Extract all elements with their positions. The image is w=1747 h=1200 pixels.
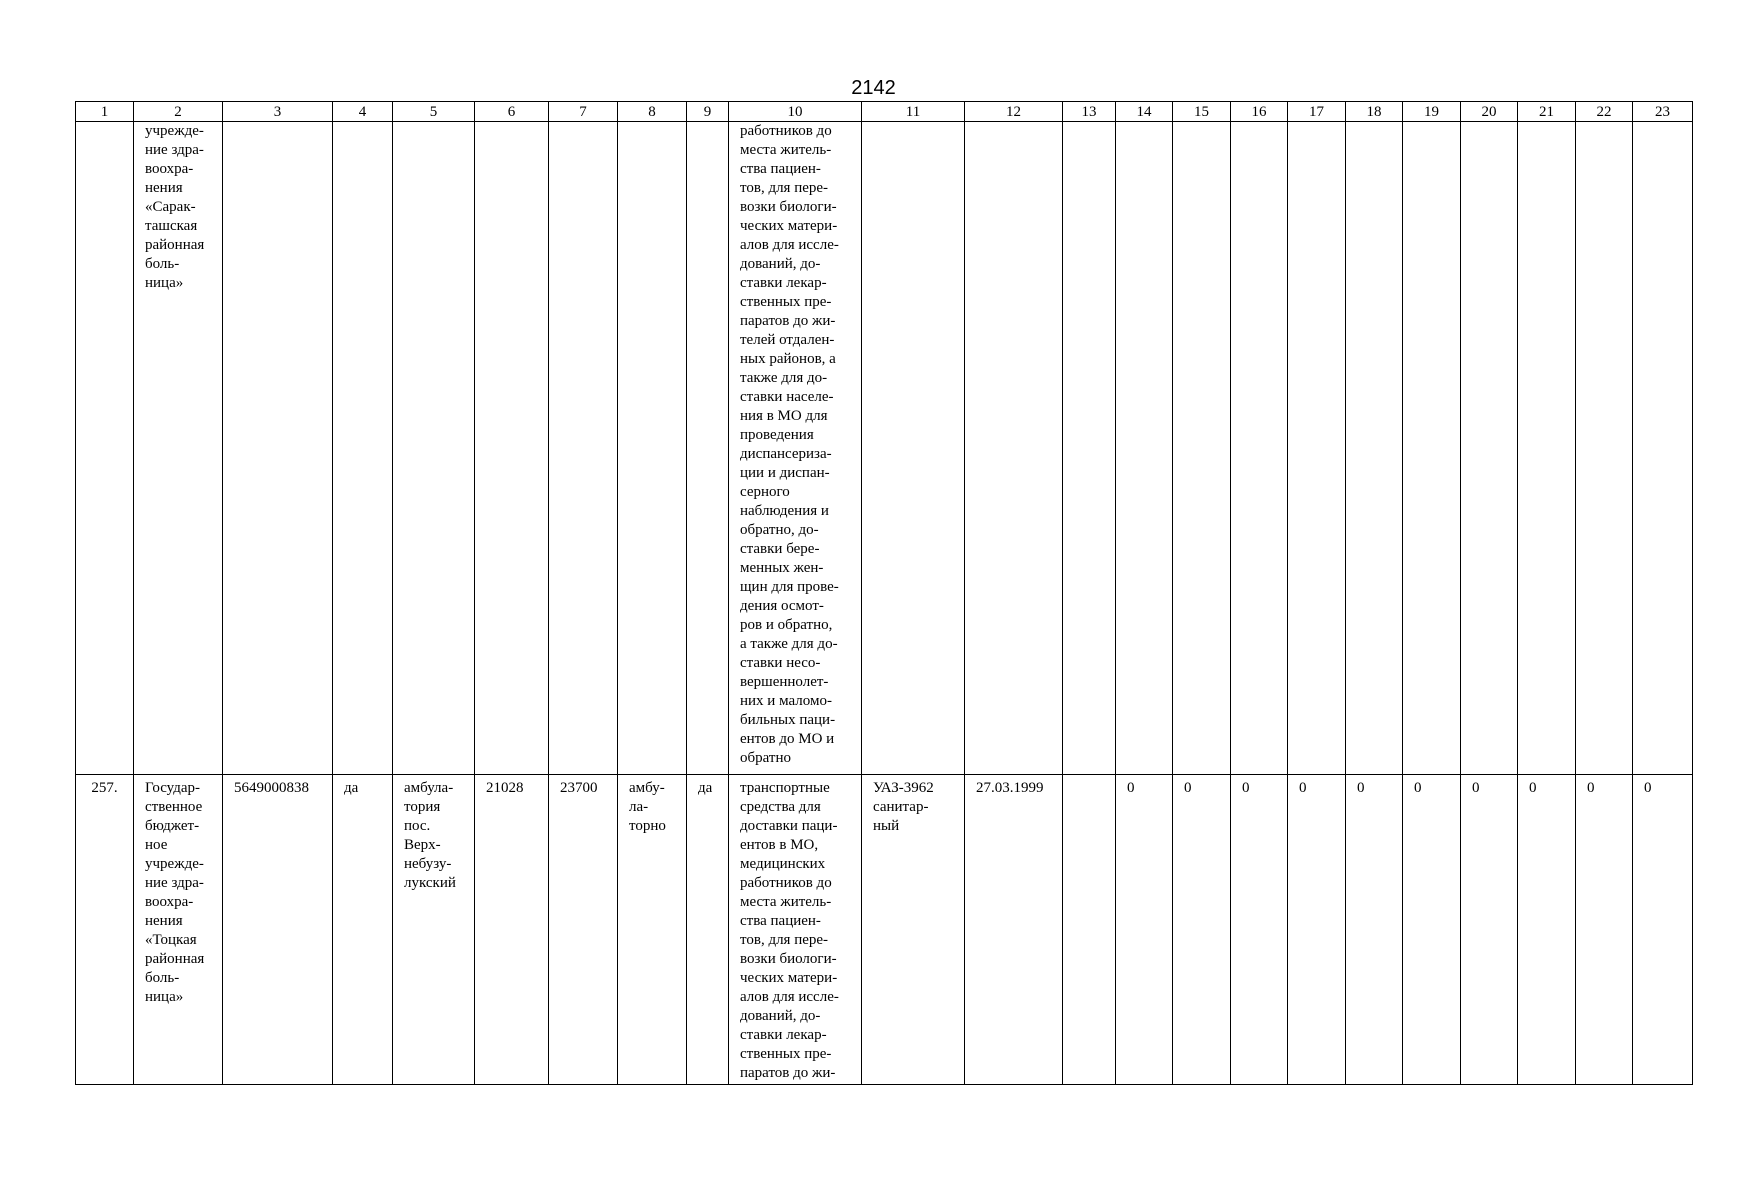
table-cell	[687, 122, 729, 775]
table-row	[76, 775, 1693, 1085]
table-cell	[1063, 122, 1116, 775]
column-header: 19	[1403, 102, 1461, 122]
table-cell: 21028	[475, 775, 549, 1085]
column-header: 14	[1116, 102, 1173, 122]
column-header: 1	[76, 102, 134, 122]
table-cell: 0	[1231, 775, 1288, 1085]
column-header: 5	[393, 102, 475, 122]
table-cell	[1518, 122, 1576, 775]
table-cell: 0	[1403, 775, 1461, 1085]
column-header: 6	[475, 102, 549, 122]
column-header: 2	[134, 102, 223, 122]
table-cell	[1403, 122, 1461, 775]
table-cell: УАЗ-3962 санитар- ный	[862, 775, 965, 1085]
registry-table	[75, 101, 1693, 1085]
header-row	[76, 102, 1693, 122]
column-header: 9	[687, 102, 729, 122]
row-number-cell: 257.	[76, 775, 134, 1085]
column-header: 16	[1231, 102, 1288, 122]
column-header: 11	[862, 102, 965, 122]
table-cell: амбу- ла- торно	[618, 775, 687, 1085]
table-cell: 0	[1576, 775, 1633, 1085]
table-cell	[1461, 122, 1518, 775]
column-header: 10	[729, 102, 862, 122]
table-cell	[393, 122, 475, 775]
column-header: 20	[1461, 102, 1518, 122]
table-cell: 0	[1288, 775, 1346, 1085]
column-header: 12	[965, 102, 1063, 122]
table-cell	[1576, 122, 1633, 775]
table-cell	[333, 122, 393, 775]
column-header: 23	[1633, 102, 1693, 122]
column-header: 8	[618, 102, 687, 122]
table-cell: амбула- тория пос. Верх- небузу- лукский	[393, 775, 475, 1085]
table-cell: да	[333, 775, 393, 1085]
table-cell	[1346, 122, 1403, 775]
table-cell	[1288, 122, 1346, 775]
table-cell: транспортные средства для доставки паци- ентов в МО, медицинских работников до места житель- ства пациен- тов, для пере- возки биологи- ческих матери- алов для иссле- дований, до- ставки лекар- ственных пре- паратов до жи-	[729, 775, 862, 1085]
table-cell	[965, 122, 1063, 775]
table-cell	[1063, 775, 1116, 1085]
table-cell: Государ- ственное бюджет- ное учрежде- ние здра- воохра- нения «Тоцкая районная боль- ница»	[134, 775, 223, 1085]
table-cell: 0	[1633, 775, 1693, 1085]
table-row	[76, 122, 1693, 775]
table-cell	[862, 122, 965, 775]
table-cell: 0	[1346, 775, 1403, 1085]
table-cell: 0	[1116, 775, 1173, 1085]
table-cell	[76, 122, 134, 775]
column-header: 4	[333, 102, 393, 122]
column-header: 17	[1288, 102, 1346, 122]
table-cell: 0	[1518, 775, 1576, 1085]
page-number: 2142	[851, 77, 896, 99]
table-cell	[1231, 122, 1288, 775]
table-cell	[1633, 122, 1693, 775]
table-cell: учрежде- ние здра- воохра- нения «Сарак- ташская районная боль- ница»	[134, 122, 223, 775]
column-header: 13	[1063, 102, 1116, 122]
column-header: 3	[223, 102, 333, 122]
table-cell: 23700	[549, 775, 618, 1085]
table-cell: 27.03.1999	[965, 775, 1063, 1085]
column-header: 18	[1346, 102, 1403, 122]
table-cell: работников до места житель- ства пациен- тов, для пере- возки биологи- ческих матери- алов для иссле- дований, до- ставки лекар- ственных пре- паратов до жи- телей отдален- ных районов, а также для до- ставки населе- ния в МО для проведения диспансериза- ции и диспан- серного наблюдения и обратно, до- ставки бере- менных жен- щин для прове- дения осмот- ров и обратно, а также для до- ставки несо- вершеннолет- них и маломо- бильных паци- ентов до МО и обратно	[729, 122, 862, 775]
table-cell	[1116, 122, 1173, 775]
table-cell	[618, 122, 687, 775]
column-header: 15	[1173, 102, 1231, 122]
table-cell: да	[687, 775, 729, 1085]
table-cell: 5649000838	[223, 775, 333, 1085]
table-cell	[223, 122, 333, 775]
column-header: 7	[549, 102, 618, 122]
table-cell: 0	[1461, 775, 1518, 1085]
table-cell	[1173, 122, 1231, 775]
column-header: 21	[1518, 102, 1576, 122]
table-cell	[549, 122, 618, 775]
table-cell: 0	[1173, 775, 1231, 1085]
column-header: 22	[1576, 102, 1633, 122]
table-cell	[475, 122, 549, 775]
